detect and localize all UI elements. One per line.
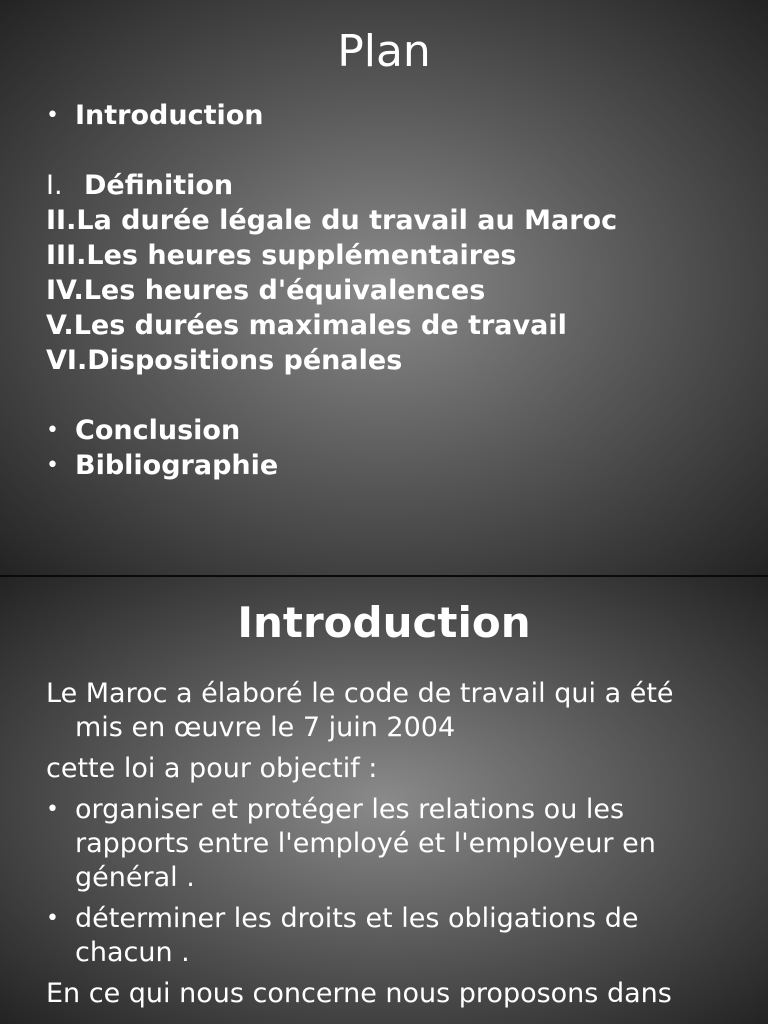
list-item-section: VI.Dispositions pénales bbox=[46, 345, 403, 376]
slide-title: Plan bbox=[337, 26, 431, 77]
plan-list bbox=[46, 98, 746, 483]
slide-introduction bbox=[0, 577, 768, 1024]
paragraph: cette loi a pour objectif : bbox=[46, 753, 378, 784]
paragraph: Le Maroc a élaboré le code de travail qui a été mis en œuvre le 7 juin 2004 bbox=[46, 678, 674, 743]
slide-body bbox=[46, 677, 726, 1018]
list-item-section: V.Les durées maximales de travail bbox=[46, 310, 567, 341]
bullet-icon: • bbox=[46, 797, 59, 822]
spacer bbox=[46, 133, 746, 168]
list-item-section: I. Définition bbox=[46, 170, 234, 201]
bullet-icon: • bbox=[46, 103, 59, 128]
list-item: • déterminer les droits et les obligations de chacun . bbox=[46, 903, 639, 968]
paragraph: En ce qui nous concerne nous proposons dans bbox=[46, 978, 672, 1009]
list-item-section: IV.Les heures d'équivalences bbox=[46, 275, 486, 306]
list-item-section: II.La durée légale du travail au Maroc bbox=[46, 205, 618, 236]
slide-title: Introduction bbox=[237, 598, 531, 647]
bullet-icon: • bbox=[46, 418, 59, 443]
spacer bbox=[46, 378, 746, 413]
list-item-conclusion: • Conclusion bbox=[46, 415, 241, 446]
list-item: • organiser et protéger les relations ou les rapports entre l'employé et l'employeur en général . bbox=[46, 794, 656, 893]
list-item-section: III.Les heures supplémentaires bbox=[46, 240, 517, 271]
bullet-icon: • bbox=[46, 906, 59, 931]
bullet-icon: • bbox=[46, 453, 59, 478]
list-item-bibliography: • Bibliographie bbox=[46, 450, 279, 481]
list-item-introduction: • Introduction bbox=[46, 100, 264, 131]
